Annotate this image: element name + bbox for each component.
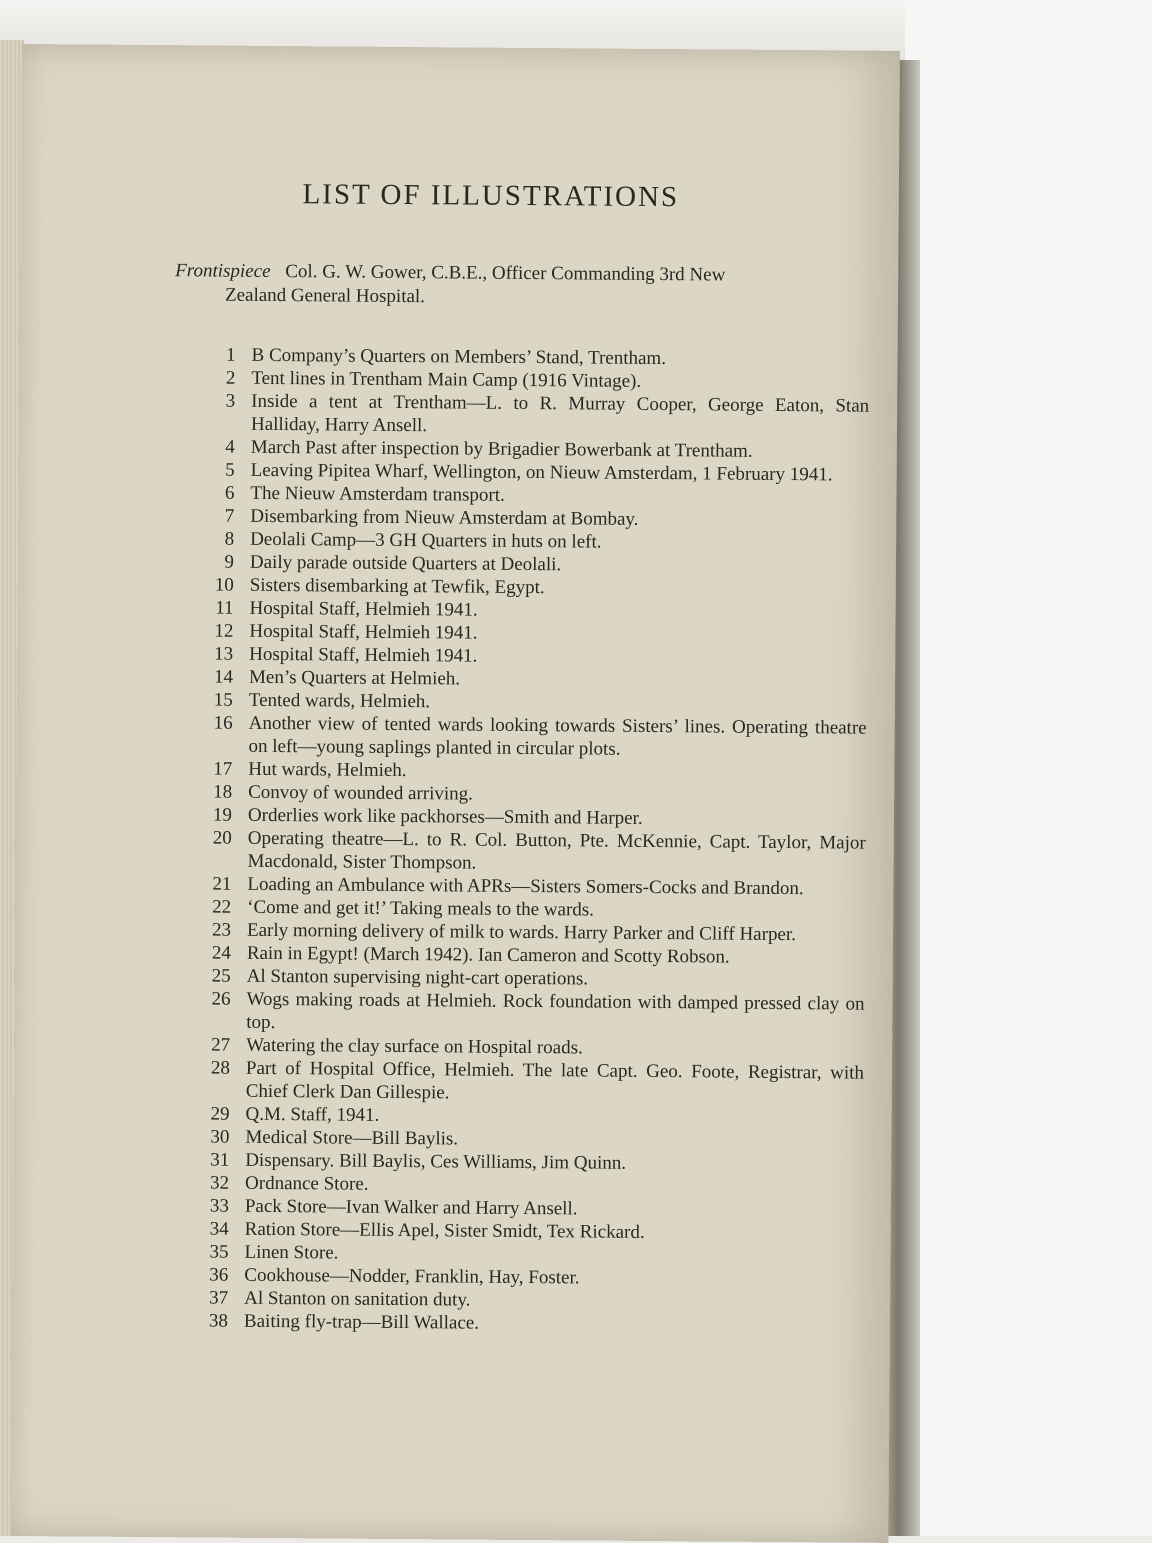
- item-caption: Wogs making roads at Helmieh. Rock foundation with damped pressed clay on top.: [246, 988, 865, 1034]
- list-item: [172, 1309, 862, 1337]
- illustration-list: [172, 343, 870, 1337]
- item-number: 18: [213, 781, 233, 803]
- item-caption: Q.M. Staff, 1941.: [245, 1103, 380, 1126]
- item-number: 15: [213, 689, 233, 711]
- item-number: 1: [225, 344, 236, 366]
- frontispiece-text: Col. G. W. Gower, C.B.E., Officer Commanding 3rd New: [285, 261, 726, 286]
- item-number: 24: [211, 942, 231, 964]
- frontispiece-label: Frontispiece: [175, 260, 271, 282]
- item-number: 23: [211, 919, 232, 941]
- item-number: 5: [225, 459, 235, 481]
- item-caption: B Company’s Quarters on Members’ Stand, Trentham.: [251, 344, 667, 370]
- item-number: 2: [225, 367, 236, 389]
- item-number: 21: [212, 873, 232, 895]
- item-number: 6: [224, 482, 235, 504]
- item-caption: ‘Come and get it!’ Taking meals to the wards.: [247, 896, 595, 921]
- item-number: 19: [212, 804, 233, 826]
- item-number: 14: [213, 666, 234, 688]
- item-caption: Sisters disembarking at Tewfik, Egypt.: [249, 574, 545, 599]
- item-caption: Part of Hospital Office, Helmieh. The late Capt. Geo. Foote, Registrar, with Chief Clerk Dan Gillespie.: [245, 1057, 865, 1104]
- frontispiece-entry: [175, 259, 875, 312]
- list-item: [175, 826, 865, 877]
- item-number: 22: [212, 896, 232, 918]
- item-number: 28: [210, 1057, 231, 1079]
- item-number: 34: [209, 1218, 229, 1240]
- item-number: 31: [210, 1149, 230, 1171]
- item-caption: Hospital Staff, Helmieh 1941.: [249, 643, 478, 667]
- item-number: 25: [211, 965, 231, 987]
- item-number: 9: [224, 551, 235, 573]
- item-caption: Another view of tented wards looking towards Sisters’ lines. Operating theatre on left—young saplings planted in circular plots.: [248, 712, 867, 760]
- item-caption: Cookhouse—Nodder, Franklin, Hay, Foster.: [244, 1264, 580, 1289]
- item-number: 37: [209, 1287, 229, 1309]
- item-caption: Disembarking from Nieuw Amsterdam at Bombay.: [250, 505, 639, 530]
- item-number: 33: [209, 1195, 229, 1217]
- item-number: 29: [210, 1103, 230, 1125]
- item-caption: Hospital Staff, Helmieh 1941.: [249, 620, 478, 644]
- facing-page: [905, 0, 1152, 1536]
- item-number: 17: [213, 758, 233, 780]
- item-caption: Al Stanton supervising night-cart operations.: [246, 965, 589, 990]
- item-number: 38: [208, 1310, 229, 1332]
- item-caption: Convoy of wounded arriving.: [248, 781, 474, 805]
- item-number: 36: [209, 1264, 229, 1286]
- item-caption: Dispensary. Bill Baylis, Ces Williams, Jim Quinn.: [245, 1149, 627, 1174]
- item-number: 16: [213, 712, 233, 734]
- item-number: 35: [209, 1241, 229, 1263]
- list-item: [174, 1056, 864, 1107]
- item-caption: Linen Store.: [244, 1241, 339, 1264]
- item-number: 27: [211, 1034, 231, 1056]
- list-item: [176, 711, 866, 762]
- item-caption: Leaving Pipitea Wharf, Wellington, on Nieuw Amsterdam, 1 February 1941.: [250, 459, 833, 486]
- item-number: 4: [225, 436, 235, 458]
- item-caption: Loading an Ambulance with APRs—Sisters Somers-Cocks and Brandon.: [247, 873, 804, 900]
- item-caption: Operating theatre—L. to R. Col. Button, Pte. McKennie, Capt. Taylor, Major Macdonald, Sister Thompson.: [247, 827, 866, 874]
- item-caption: The Nieuw Amsterdam transport.: [250, 482, 505, 506]
- item-number: 3: [225, 390, 236, 412]
- item-number: 13: [214, 643, 234, 665]
- item-number: 26: [211, 988, 231, 1010]
- item-caption: Watering the clay surface on Hospital roads.: [246, 1034, 583, 1059]
- item-number: 20: [212, 827, 232, 849]
- item-number: 8: [224, 528, 235, 550]
- item-caption: Tent lines in Trentham Main Camp (1916 Vintage).: [251, 367, 642, 392]
- item-number: 12: [214, 620, 234, 642]
- item-caption: Hospital Staff, Helmieh 1941.: [249, 597, 478, 621]
- item-caption: Tented wards, Helmieh.: [248, 689, 431, 713]
- page-title: LIST OF ILLUSTRATIONS: [302, 178, 680, 214]
- book-page: [10, 44, 900, 1543]
- item-number: 7: [224, 505, 235, 527]
- item-caption: Men’s Quarters at Helmieh.: [248, 666, 461, 690]
- item-caption: Medical Store—Bill Baylis.: [245, 1126, 459, 1150]
- item-number: 10: [214, 574, 234, 596]
- item-caption: Daily parade outside Quarters at Deolali.: [249, 551, 562, 576]
- item-number: 32: [209, 1172, 230, 1194]
- item-caption: Al Stanton on sanitation duty.: [244, 1287, 471, 1311]
- frontispiece-text-continued: Zealand General Hospital.: [224, 284, 426, 308]
- item-caption: Ordnance Store.: [244, 1172, 369, 1195]
- item-caption: Rain in Egypt! (March 1942). Ian Cameron and Scotty Robson.: [246, 942, 730, 968]
- item-caption: Hut wards, Helmieh.: [248, 758, 407, 782]
- list-item: [174, 987, 864, 1038]
- item-number: 30: [210, 1126, 230, 1148]
- item-caption: Baiting fly-trap—Bill Wallace.: [243, 1310, 480, 1334]
- item-caption: Deolali Camp—3 GH Quarters in huts on left.: [250, 528, 602, 553]
- list-item: [179, 389, 869, 440]
- item-caption: Ration Store—Ellis Apel, Sister Smidt, Tex Rickard.: [244, 1218, 645, 1243]
- item-caption: Orderlies work like packhorses—Smith and Harper.: [247, 804, 643, 829]
- item-caption: Early morning delivery of milk to wards. Harry Parker and Cliff Harper.: [246, 919, 797, 946]
- item-number: 11: [215, 597, 234, 619]
- item-caption: Pack Store—Ivan Walker and Harry Ansell.: [244, 1195, 578, 1220]
- item-caption: Inside a tent at Trentham—L. to R. Murray Cooper, George Eaton, Stan Halliday, Harry Ansell.: [250, 390, 870, 437]
- item-caption: March Past after inspection by Brigadier Bowerbank at Trentham.: [250, 436, 753, 462]
